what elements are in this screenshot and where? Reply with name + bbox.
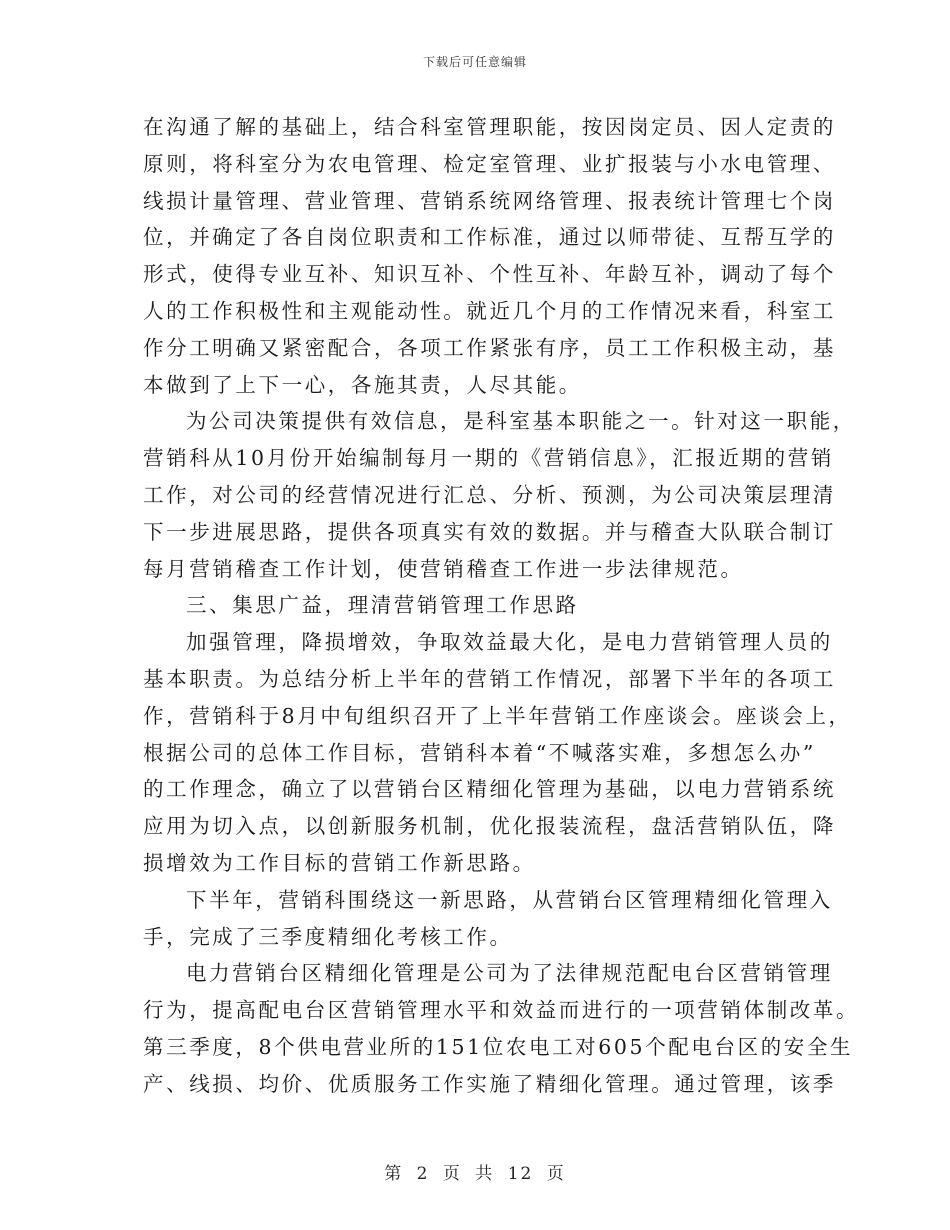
paragraph: [143, 882, 833, 956]
paragraph: [143, 403, 856, 587]
page-header-note: 下载后可任意编辑: [422, 55, 527, 69]
text-line: 本做到了上下一心，各施其责，人尽其能。: [143, 372, 582, 397]
text-line: 人的工作积极性和主观能动性。就近几个月的工作情况来看，科室工: [143, 298, 836, 323]
text-line: 作，营销科于8月中旬组织召开了上半年营销工作座谈会。座谈会上，: [143, 703, 852, 728]
text-line: 第三季度，8个供电营业所的151位农电工对605个配电台区的安全生: [143, 1034, 854, 1059]
document-body: [143, 109, 860, 1103]
text-line: 基本职责。为总结分析上半年的营销工作情况，部署下半年的各项工: [143, 666, 836, 691]
page-number: 第 2 页 共 12 页: [384, 1164, 566, 1184]
text-line: 线损计量管理、营业管理、营销系统网络管理、报表统计管理七个岗: [143, 188, 836, 213]
text-line: 应用为切入点，以创新服务机制，优化报装流程，盘活营销队伍，降: [143, 814, 836, 839]
text-line: 形式，使得专业互补、知识互补、个性互补、年龄互补，调动了每个: [143, 262, 836, 287]
text-line: 位，并确定了各自岗位职责和工作标准，通过以师带徒、互帮互学的: [143, 225, 836, 250]
text-line: 在沟通了解的基础上，结合科室管理职能，按因岗定员、因人定责的: [143, 115, 836, 139]
text-line: 根据公司的总体工作目标，营销科本着“不喊落实难，多想怎么办”: [143, 740, 816, 765]
text-line: 电力营销台区精细化管理是公司为了法律规范配电台区营销管理: [186, 961, 833, 986]
heading-text: 三、集思广益，理清营销管理工作思路: [186, 593, 579, 618]
text-line: 作分工明确又紧密配合，各项工作紧张有序，员工工作积极主动，基: [143, 335, 836, 360]
section-heading: [143, 587, 813, 624]
paragraph: [143, 624, 852, 882]
text-line: 损增效为工作目标的营销工作新思路。: [143, 850, 536, 875]
text-line: 下一步进展思路，提供各项真实有效的数据。并与稽查大队联合制订: [143, 519, 836, 544]
text-line: 原则，将科室分为农电管理、检定室管理、业扩报装与小水电管理、: [143, 151, 836, 176]
paragraph: [143, 109, 836, 403]
text-line: 每月营销稽查工作计划，使营销稽查工作进一步法律规范。: [143, 556, 744, 581]
paragraph: [143, 955, 860, 1102]
text-line: 的工作理念，确立了以营销台区精细化管理为基础，以电力营销系统: [143, 777, 836, 802]
text-line: 营销科从10月份开始编制每月一期的《营销信息》，汇报近期的营销: [143, 446, 834, 471]
text-line: 为公司决策提供有效信息，是科室基本职能之一。针对这一职能，: [186, 409, 856, 434]
text-line: 下半年，营销科围绕这一新思路，从营销台区管理精细化管理入: [186, 887, 833, 912]
text-line: 工作，对公司的经营情况进行汇总、分析、预测，为公司决策层理清: [143, 482, 836, 507]
text-line: 加强管理，降损增效，争取效益最大化，是电力营销管理人员的: [186, 630, 833, 655]
text-line: 手，完成了三季度精细化考核工作。: [143, 924, 513, 949]
text-line: 行为，提高配电台区营销管理水平和效益而进行的一项营销体制改革。: [143, 998, 860, 1023]
text-line: 产、线损、均价、优质服务工作实施了精细化管理。通过管理，该季: [143, 1071, 836, 1096]
